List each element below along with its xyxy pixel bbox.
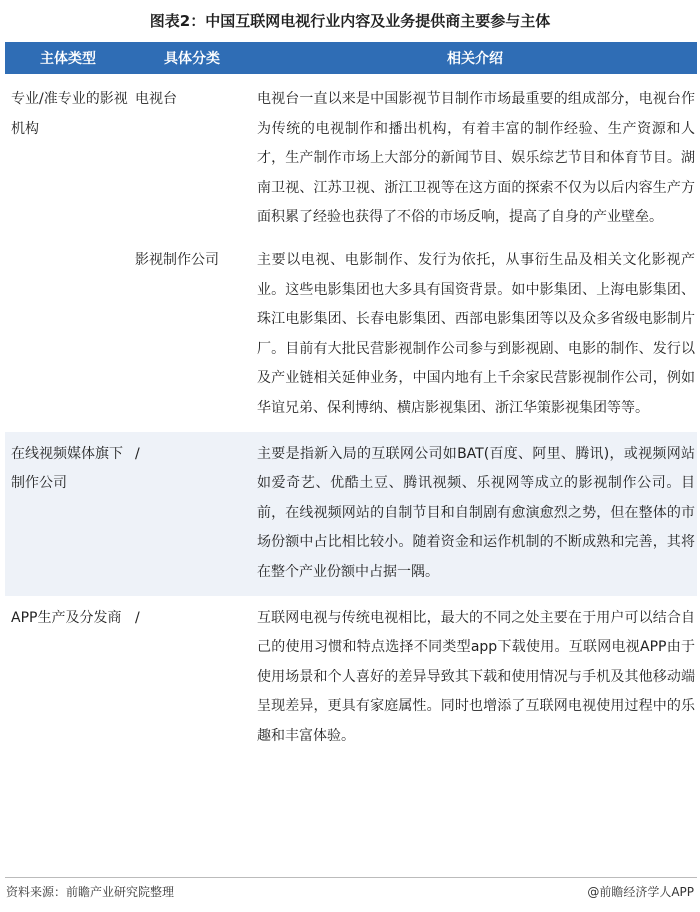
chart-title: 图表2：中国互联网电视行业内容及业务提供商主要参与主体 <box>149 12 551 30</box>
cell-subject-type: 在线视频媒体旗下制作公司 <box>5 432 131 596</box>
cell-subject-type: APP生产及分发商 <box>5 596 131 760</box>
table-row <box>5 238 697 432</box>
cell-subject-type <box>5 238 131 432</box>
table-header-row <box>5 42 697 74</box>
header-subject-type: 主体类型 <box>5 42 131 74</box>
table-row <box>5 432 697 596</box>
cell-category: / <box>131 432 253 596</box>
participants-table <box>5 42 697 759</box>
table-row <box>5 74 697 238</box>
brand-note: @前瞻经济学人APP <box>587 885 694 899</box>
cell-category: / <box>131 596 253 760</box>
cell-category: 影视制作公司 <box>131 238 253 432</box>
footer-divider <box>5 877 697 878</box>
cell-category: 电视台 <box>131 74 253 238</box>
cell-description: 主要以电视、电影制作、发行为依托，从事衍生品及相关文化影视产业。这些电影集团也大多具有国资背景。如中影集团、上海电影集团、珠江电影集团、长春电影集团、西部电影集团等以及众多省级电影制片厂。目前有大批民营影视制作公司参与到影视剧、电影的制作、发行以及产业链相关延伸业务，中国内地有上千余家民营影视制作公司，例如华谊兄弟、保利博纳、横店影视集团、浙江华策影视集团等等。 <box>253 238 697 432</box>
cell-description: 电视台一直以来是中国影视节目制作市场最重要的组成部分，电视台作为传统的电视制作和播出机构，有着丰富的制作经验、生产资源和人才，生产制作市场上大部分的新闻节目、娱乐综艺节目和体育节目。湖南卫视、江苏卫视、浙江卫视等在这方面的探索不仅为以后内容生产方面积累了经验也获得了不俗的市场反响，提高了自身的产业壁垒。 <box>253 74 697 238</box>
cell-description: 互联网电视与传统电视相比，最大的不同之处主要在于用户可以结合自己的使用习惯和特点选择不同类型app下载使用。互联网电视APP由于使用场景和个人喜好的差异导致其下载和使用情况与手机及其他移动端呈现差异，更具有家庭属性。同时也增添了互联网电视使用过程中的乐趣和丰富体验。 <box>253 596 697 760</box>
source-note: 资料来源：前瞻产业研究院整理 <box>6 885 175 899</box>
cell-subject-type: 专业/准专业的影视机构 <box>5 74 131 238</box>
cell-description: 主要是指新入局的互联网公司如BAT(百度、阿里、腾讯)，或视频网站如爱奇艺、优酷土豆、腾讯视频、乐视网等成立的影视制作公司。目前，在线视频网站的自制节目和自制剧有愈演愈烈之势，但在整体的市场份额中占比相比较小。随着资金和运作机制的不断成熟和完善，其将在整个产业份额中占据一隅。 <box>253 432 697 596</box>
header-description: 相关介绍 <box>253 42 697 74</box>
table-row <box>5 596 697 760</box>
header-category: 具体分类 <box>131 42 253 74</box>
